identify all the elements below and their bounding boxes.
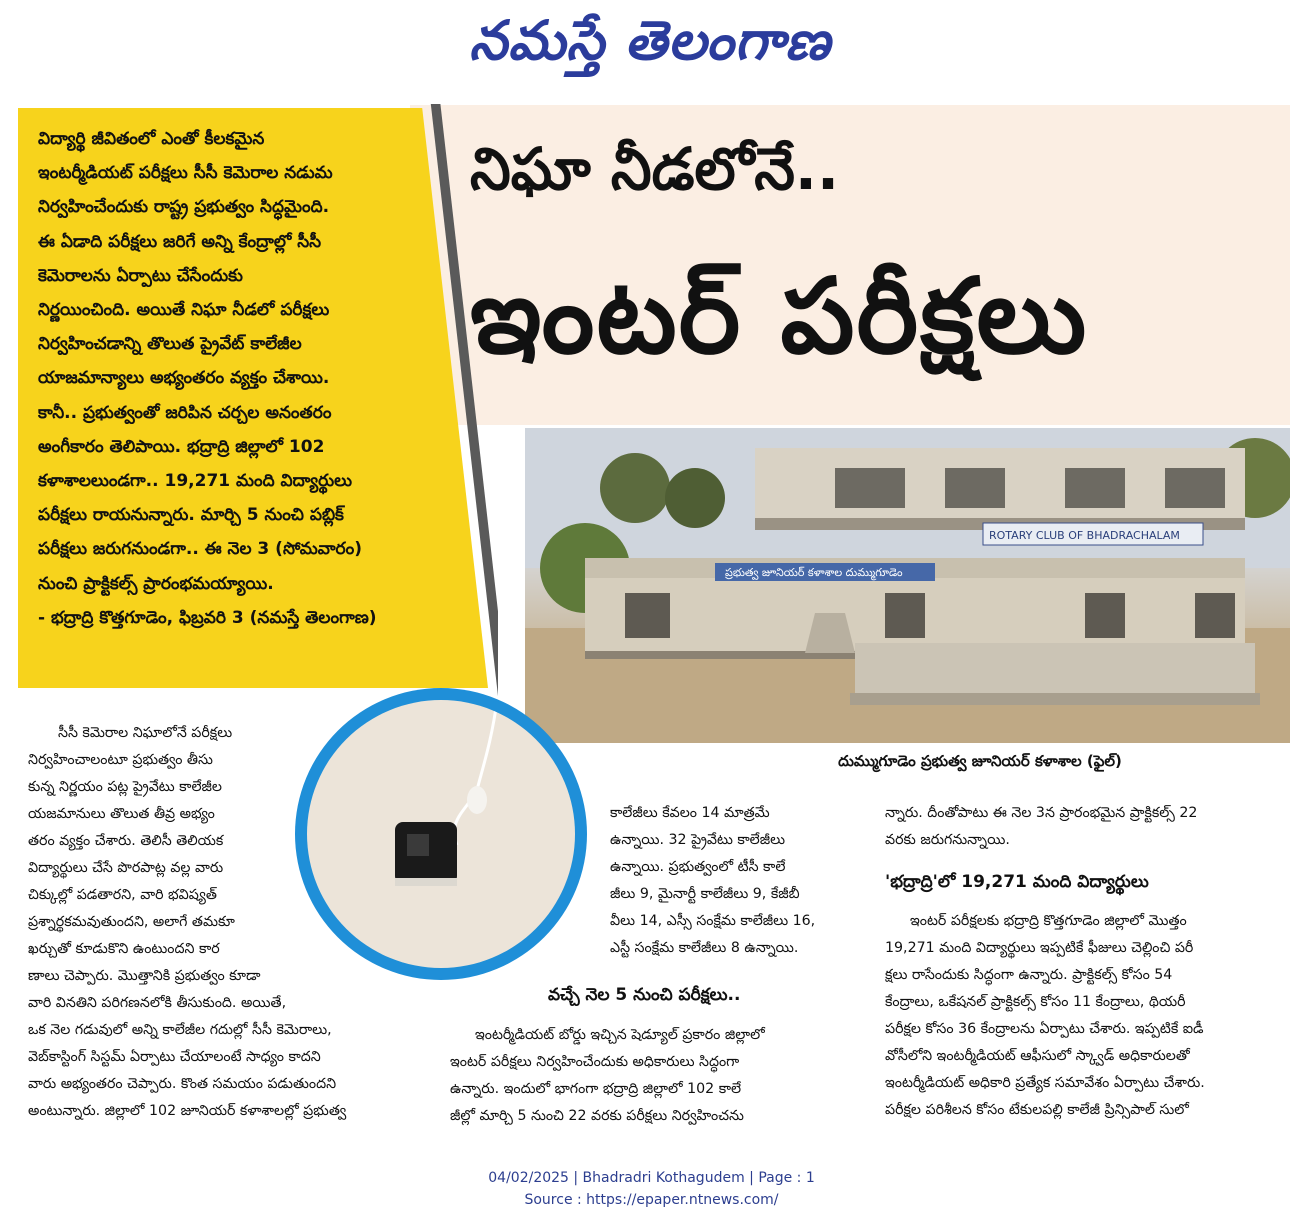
text-line: కాలేజీలు కేవలం 14 మాత్రమే bbox=[610, 805, 770, 821]
text-line: జీలు 9, మైనార్టీ కాలేజీలు 9, కేజీబీ bbox=[610, 886, 800, 902]
article-column-3 bbox=[885, 800, 1285, 854]
summary-dateline: - భద్రాద్రి కొత్తగూడెం, ఫిబ్రవరి 3 (నమస్తే తెలంగాణ) bbox=[38, 607, 377, 628]
summary-line: కళాశాలలుండగా.. 19,271 మంది విద్యార్థులు bbox=[38, 471, 353, 492]
article-column-3-continued bbox=[885, 908, 1285, 1124]
text-line: వరకు జరుగనున్నాయి. bbox=[885, 832, 1010, 848]
masthead-logo: నమస్తే తెలంగాణ bbox=[469, 8, 831, 72]
text-line: క్షలు రాసేందుకు సిద్ధంగా ఉన్నారు. ప్రాక్టికల్స్ కోసం 54 bbox=[885, 967, 1173, 983]
text-line: పరీక్షల కోసం 36 కేంద్రాలను ఏర్పాటు చేశారు. ఇప్పటికే ఐడీ bbox=[885, 1021, 1204, 1037]
text-line: ఇంటర్మీడియట్ అధికారి ప్రత్యేక సమావేశం ఏర్పాటు చేశారు. bbox=[885, 1075, 1205, 1091]
text-line: తరం వ్యక్తం చేశారు. తెలిసీ తెలియక bbox=[28, 833, 224, 849]
text-line: జీల్లో మార్చి 5 నుంచి 22 వరకు పరీక్షలు నిర్వహించను bbox=[450, 1108, 744, 1124]
text-line: వెబ్‌కాస్టింగ్ సిస్టమ్ ఏర్పాటు చేయాలంటే సాధ్యం కాదని bbox=[28, 1049, 321, 1065]
summary-line: నుంచి ప్రాక్టికల్స్ ప్రారంభమయ్యాయి. bbox=[38, 573, 274, 594]
summary-line: ఈ ఏడాది పరీక్షలు జరిగే అన్ని కేంద్రాల్లో సీసీ bbox=[38, 231, 322, 252]
text-line: కేంద్రాలు, ఒకేషనల్ ప్రాక్టికల్స్ కోసం 11 కేంద్రాలు, థియరీ bbox=[885, 994, 1186, 1010]
text-line: ఎస్టీ సంక్షేమ కాలేజీలు 8 ఉన్నాయి. bbox=[610, 940, 799, 956]
summary-line: నిర్వహించేందుకు రాష్ట్ర ప్రభుత్వం సిద్ధమైంది. bbox=[38, 197, 330, 218]
photo-sign-text: ROTARY CLUB OF BHADRACHALAM bbox=[989, 529, 1180, 542]
summary-line: విద్యార్థి జీవితంలో ఎంతో కీలకమైన bbox=[38, 129, 265, 149]
summary-line: అంగీకారం తెలిపాయి. భద్రాద్రి జిల్లాలో 102 bbox=[38, 436, 325, 457]
text-line: వీలు 14, ఎస్సీ సంక్షేమ కాలేజీలు 16, bbox=[610, 913, 816, 929]
summary-text bbox=[38, 122, 438, 635]
photo-banner-text: ప్రభుత్వ జూనియర్ కళాశాల దుమ్ముగూడెం bbox=[725, 566, 903, 579]
text-line: ఉన్నాయి. 32 ప్రైవేటు కాలేజీలు bbox=[610, 832, 786, 848]
text-line: ఉన్నాయి. ప్రభుత్వంలో టీసీ కాలే bbox=[610, 859, 786, 875]
summary-line: పరీక్షలు రాయనున్నారు. మార్చి 5 నుంచి పబ్లిక్ bbox=[38, 505, 344, 526]
text-line: కున్న నిర్ణయం పట్ల ప్రైవేటు కాలేజీల bbox=[28, 779, 222, 795]
footer-date-line: 04/02/2025 | Bhadradri Kothagudem | Page : 1 bbox=[488, 1170, 815, 1186]
summary-line: నిర్ణయించింది. అయితే నిఘా నీడలో పరీక్షలు bbox=[38, 300, 330, 321]
text-line: 19,271 మంది విద్యార్థులు ఇప్పటికే ఫీజులు చెల్లించి పరీ bbox=[885, 940, 1194, 956]
text-line: విద్యార్థులు చేసే పొరపాట్ల వల్ల వారు bbox=[28, 860, 224, 876]
text-line: చిక్కుల్లో పడతారని, వారి భవిష్యత్ bbox=[28, 887, 217, 903]
article-column-2-continued bbox=[450, 1022, 860, 1130]
text-line: నిర్వహించాలంటూ ప్రభుత్వం తీసు bbox=[28, 752, 213, 768]
summary-line: కానీ.. ప్రభుత్వంతో జరిపిన చర్చల అనంతరం bbox=[38, 402, 332, 423]
text-line: ఖర్చుతో కూడుకొని ఉంటుందని కార bbox=[28, 941, 220, 957]
text-line: వారు అభ్యంతరం చెప్పారు. కొంత సమయం పడుతుందని bbox=[28, 1076, 337, 1092]
text-line: వారి వినతిని పరిగణనలోకి తీసుకుంది. అయితే, bbox=[28, 995, 287, 1011]
text-line: వోసీలోని ఇంటర్మీడియట్ ఆఫీసులో స్క్వాడ్ అధికారులతో bbox=[885, 1048, 1190, 1064]
text-line: అంటున్నారు. జిల్లాలో 102 జూనియర్ కళాశాలల్లో ప్రభుత్వ bbox=[28, 1103, 347, 1119]
article-column-2 bbox=[610, 800, 860, 962]
text-line: ఇంటర్మీడియట్ బోర్డు ఇచ్చిన షెడ్యూల్ ప్రకారం జిల్లాలో bbox=[475, 1027, 765, 1043]
text-line: సీసీ కెమెరాల నిఘాలోనే పరీక్షలు bbox=[58, 725, 233, 741]
summary-line: పరీక్షలు జరుగనుండగా.. ఈ నెల 3 (సోమవారం) bbox=[38, 539, 362, 560]
photo-caption: దుమ్ముగూడెం ప్రభుత్వ జూనియర్ కళాశాల (ఫైల్) bbox=[838, 752, 1122, 770]
summary-line: కెమెరాలను ఏర్పాటు చేసేందుకు bbox=[38, 265, 243, 286]
summary-line: నిర్వహించడాన్ని తొలుత ప్రైవేట్ కాలేజీల bbox=[38, 334, 302, 355]
text-line: ఒక నెల గడువులో అన్ని కాలేజీల గదుల్లో సీసీ కెమెరాలు, bbox=[28, 1022, 332, 1038]
subheading-exams-next-month: వచ్చే నెల 5 నుంచి పరీక్షలు.. bbox=[548, 985, 741, 1005]
article-column-1 bbox=[28, 720, 428, 1125]
text-line: పరీక్షల పరిశీలన కోసం టేకులపల్లి కాలేజీ ప్రిన్సిపాల్ సులో bbox=[885, 1102, 1189, 1118]
text-line: యజమానులు తొలుత తీవ్ర అభ్యం bbox=[28, 806, 215, 822]
headline-line-1: నిఘా నీడలోనే.. bbox=[470, 135, 839, 203]
text-line: ఇంటర్ పరీక్షలకు భద్రాద్రి కొత్తగూడెం జిల్లాలో మొత్తం bbox=[910, 913, 1187, 929]
college-photo bbox=[525, 428, 1290, 743]
text-line: న్నారు. దీంతోపాటు ఈ నెల 3న ప్రారంభమైన ప్రాక్టికల్స్ 22 bbox=[885, 805, 1198, 821]
headline-line-2: ఇంటర్ పరీక్షలు bbox=[470, 255, 1089, 377]
text-line: ఉన్నారు. ఇందులో భాగంగా భద్రాద్రి జిల్లాలో 102 కాలే bbox=[450, 1081, 742, 1097]
college-building-image bbox=[525, 428, 1290, 743]
text-line: ప్రశ్నార్థకమవుతుందని, అలాగే తమకూ bbox=[28, 914, 235, 930]
text-line: ణాలు చెప్పారు. మొత్తానికి ప్రభుత్వం కూడా bbox=[28, 968, 261, 984]
footer-source-line: Source : https://epaper.ntnews.com/ bbox=[524, 1192, 779, 1208]
text-line: ఇంటర్ పరీక్షలు నిర్వహించేందుకు అధికారులు సిద్ధంగా bbox=[450, 1054, 740, 1070]
summary-line: ఇంటర్మీడియట్ పరీక్షలు సీసీ కెమెరాల నడుమ bbox=[38, 163, 333, 184]
summary-line: యాజమాన్యాలు అభ్యంతరం వ్యక్తం చేశాయి. bbox=[38, 368, 330, 389]
subheading-student-count: 'భద్రాద్రి'లో 19,271 మంది విద్యార్థులు bbox=[885, 872, 1149, 892]
